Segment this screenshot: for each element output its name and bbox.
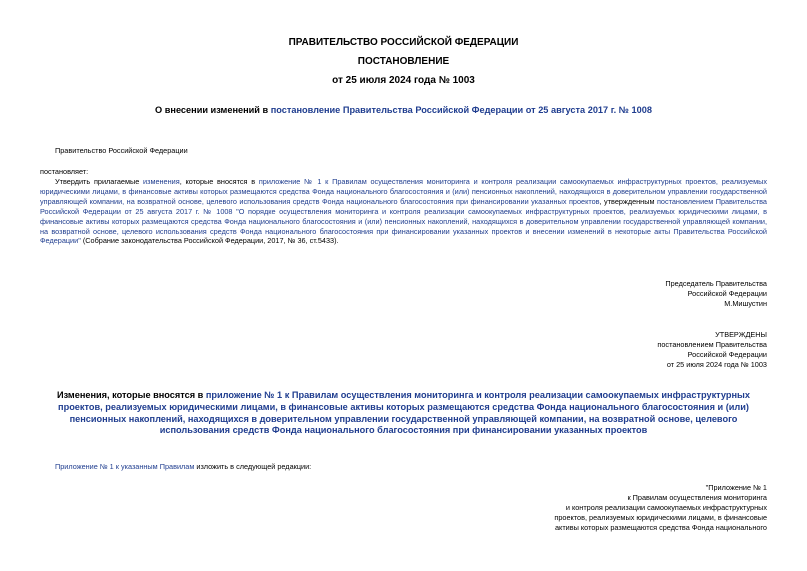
preamble-government: Правительство Российской Федерации xyxy=(55,146,188,155)
signature-country: Российской Федерации xyxy=(687,288,767,298)
annex-header-line-5: активы которых размещаются средства Фонда национального xyxy=(555,522,767,532)
annex-header-line-4: проектов, реализуемых юридическими лицами, в финансовые xyxy=(554,512,767,522)
approval-line-2: постановлением Правительства xyxy=(657,339,767,349)
title-prefix: О внесении изменений в xyxy=(155,105,271,115)
document-type: ПОСТАНОВЛЕНИЕ xyxy=(357,56,450,67)
paragraph-text-2: , которые вносятся в xyxy=(179,177,259,186)
annex-header-line-2: к Правилам осуществления мониторинга xyxy=(627,492,767,502)
approval-block xyxy=(467,330,767,370)
main-paragraph xyxy=(40,177,767,246)
document-title xyxy=(0,105,807,115)
approval-line-1: УТВЕРЖДЕНЫ xyxy=(715,330,767,339)
link-changes[interactable]: изменения xyxy=(143,177,180,186)
signature-block xyxy=(467,279,767,309)
approval-line-4: от 25 июля 2024 года № 1003 xyxy=(666,359,767,369)
link-annex[interactable]: приложение № 1 к Правилам осуществления мониторинга и контроля реализации самоокупаемых инфраструктурных проектов, реализуемых юридическими лицами, в финансовые активы которых размещаются средства Фонда национального благосостояния и (или) пенсионных накоплений, находящихся в доверительном управлении государственной управляющей компании, на возвратной основе, целевого использования средств Фонда национального благосостояния при финансировании указанных проектов xyxy=(40,177,768,206)
changes-title-link[interactable]: приложение № 1 к Правилам осуществления мониторинга и контроля реализации самоокупаемых инфраструктурных проектов, реализуемых юридическими лицами, в финансовые активы которых размещаются средства Фонда национального благосостояния и (или) пенсионных накоплений, находящихся в доверительном управлении государственной управляющей компании, на возвратной основе, целевого использования средств Фонда национального благосостояния при финансировании указанных проектов xyxy=(58,390,751,436)
annex-header xyxy=(407,483,767,533)
instruction-link[interactable]: Приложение № 1 к указанным Правилам xyxy=(55,462,195,471)
annex-header-line-1: "Приложение № 1 xyxy=(705,483,767,492)
signature-name: М.Мишустин xyxy=(724,298,767,308)
instruction-text: изложить в следующей редакции: xyxy=(194,462,312,471)
title-link[interactable]: постановление Правительства Российской Федерации от 25 августа 2017 г. № 1008 xyxy=(270,105,652,115)
document-date-number: от 25 июля 2024 года № 1003 xyxy=(332,75,475,86)
signature-position: Председатель Правительства xyxy=(665,279,767,288)
preamble-decrees: постановляет: xyxy=(40,167,89,176)
paragraph-text-4: (Собрание законодательства Российской Федерации, 2017, № 36, ст.5433). xyxy=(80,236,339,246)
annex-header-line-3: и контроля реализации самоокупаемых инфраструктурных xyxy=(565,502,767,512)
paragraph-text-1: Утвердить прилагаемые xyxy=(55,177,144,186)
changes-title xyxy=(40,390,767,437)
changes-title-prefix: Изменения, которые вносятся в xyxy=(56,390,206,400)
link-decree-1008[interactable]: постановлением Правительства Российской Федерации от 25 августа 2017 г. № 1008 "О порядке осуществления мониторинга и контроля реализации самоокупаемых инфраструктурных проектов, реализуемых юридическими лицами, в финансовые активы которых размещаются средства Фонда национального благосостояния и (или) пенсионных накоплений, находящихся в доверительном управлении государственной управляющей компании, на возвратной основе, целевого использования средств Фонда национального благосостояния при финансировании указанных проектов и внесении изменений в некоторые акты Правительства Российской Федерации" xyxy=(40,196,767,246)
paragraph-text-3: , утвержденным xyxy=(599,196,657,206)
government-heading: ПРАВИТЕЛЬСТВО РОССИЙСКОЙ ФЕДЕРАЦИИ xyxy=(288,37,519,48)
approval-line-3: Российской Федерации xyxy=(687,349,767,359)
instruction-line xyxy=(55,462,311,472)
